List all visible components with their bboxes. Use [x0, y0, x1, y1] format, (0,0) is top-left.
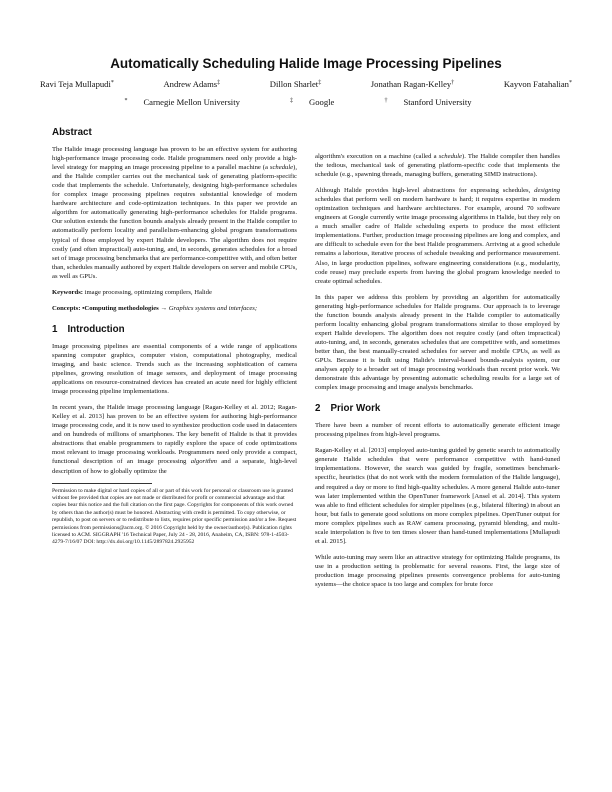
body-paragraph: In this paper we address this problem by providing an algorithm for automatically generating high-performance schedules for Halide programs. Our approach is to leverage the function bounds analysis already present in the Halide compiler to automatically perform locality enhancing global program transformations similar to those employed by expert Halide developers. The algorithm does not require costly (and often impractical) auto-tuning, and, in seconds, generates schedules that are competitive with, and sometimes better than, the best manually-created schedules for server and mobile CPUs, as well as GPUs. Because it is built using Halide's interval-based bounds-analysis system, our analyses apply to a broader set of image processing workloads than recent prior work. We demonstrate this advantage by presenting automatic scheduling results for a large set of complex image processing and image analysis benchmarks.	[315, 293, 560, 392]
copyright-footnote: Permission to make digital or hard copies of all or part of this work for personal or classroom use is granted without fee provided that copies are not made or distributed for profit or commercial advantage and that copies bear this notice and the full citation on the first page. Copyrights for components of this work owned by others than the author(s) must be honored. Abstracting with credit is permitted. To copy otherwise, or republish, to post on servers or to redistribute to lists, requires prior specific permission and/or a fee. Request permissions from permissions@acm.org. © 2016 Copyright held by the owner/author(s). Publication rights licensed to ACM. SIGGRAPH '16 Technical Paper, July 24 - 28, 2016, Anaheim, CA, ISBN: 978-1-4503-4279-7/16/07 DOI: http://dx.doi.org/10.1145/2897824.2925952	[52, 487, 297, 546]
body-paragraph: Ragan-Kelley et al. [2013] employed auto-tuning guided by genetic search to automatically generate Halide schedules that were performance competitive with hand-tuned implementations. However, the search was guided by fragile, sometimes benchmark-specific, heuristics (that do not work with the modern formulation of the Halide language), and required a day or more to find high-quality schedules. A more general Halide auto-tuner was later implemented within the OpenTuner framework [Ansel et al. 2014]. This system was able to find efficient schedules for simpler pipelines (e.g., bilateral filtering) in about an hour, but fails to generate good solutions on more complex pipelines. OpenTuner output for more complex pipelines such as RAW camera processing, pyramid blending, and multi-scale interpolation is five to ten times slower than hand-tuned implementations [Mullapudi et al. 2015].	[315, 447, 560, 545]
body-paragraph: Although Halide provides high-level abstractions for expressing schedules, designing schedules that perform well on modern hardware is hard; it requires expertise in modern optimization techniques and hardware architectures. For example, around 70 software engineers at Google currently write image processing algorithms in Halide, but they rely on a much smaller cadre of Halide scheduling experts to produce the most efficient implementations. Further, production image processing pipelines are long and complex, and are difficult to schedule even for the best Halide programmers. Arriving at a good schedule remains a laborious, iterative process of schedule tweaking and performance measurement. Also, in large production pipelines, software engineering considerations (e.g., modularity, code reuse) may preclude experts from having the global program knowledge needed to create optimal schedules.	[315, 187, 560, 285]
author: Andrew Adams‡	[163, 79, 221, 89]
intro-paragraph: In recent years, the Halide image processing language [Ragan-Kelley et al. 2012; Ragan-Kelley et al. 2013] has proven to be an effective system for authoring high-performance image processing code, and it is now used to synthesize production code used in datacenters and on hundreds of millions of smartphones. The key benefit of Halide is that it provides abstractions that enable programmers to rapidly explore the space of code optimizations most relevant to image processing workloads. Programmers need only provide a compact, functional description of an image processing algorithm and a separate, high-level description of how to globally optimize the	[52, 404, 297, 475]
affiliation: ‡ Google	[290, 97, 335, 107]
body-paragraph: While auto-tuning may seem like an attractive strategy for optimizing Halide programs, its use in a production setting is problematic for several reasons. First, the large size of production image processing pipelines presents convergence problems for auto-tuning systems—the choice space is too large and complex for brute force	[315, 553, 560, 588]
affiliation: * Carnegie Mellon University	[124, 97, 240, 107]
affiliation: † Stanford University	[384, 97, 472, 107]
section-heading-prior-work: 2 Prior Work	[315, 403, 381, 415]
author: Kayvon Fatahalian*	[503, 79, 572, 89]
footnote-divider	[52, 483, 152, 484]
body-paragraph: algorithm's execution on a machine (called a schedule). The Halide compiler then handles the tedious, mechanical task of generating platform-specific code that implements the schedule (e.g., spawning threads, managing buffers, generating SIMD instructions).	[315, 153, 560, 179]
paper-title: Automatically Scheduling Halide Image Processing Pipelines	[110, 56, 502, 71]
affiliation-list	[0, 97, 612, 107]
body-paragraph: There have been a number of recent efforts to automatically generate efficient image processing pipelines from high-level programs.	[315, 422, 560, 439]
abstract-paragraph: The Halide image processing language has proven to be an effective system for authoring high-performance image processing code. Halide programmers need only provide a high-level strategy for mapping an image processing pipeline to a parallel machine (a schedule), and the Halide compiler carries out the mechanical task of generating platform-specific code that implements the schedule. Unfortunately, designing high-performance schedules for complex image processing pipelines requires substantial knowledge of modern hardware architecture and code-optimization techniques. In this paper we provide an algorithm for automatically generating high-performance schedules for Halide programs. Our solution extends the function bounds analysis already present in the Halide compiler to automatically perform locality and parallelism-enhancing global program transformations typical of those employed by expert Halide developers. The algorithm does not require costly (and often impractical) auto-tuning, and, in seconds, generates schedules for a broad set of image processing benchmarks that are performance-competitive with, and often better than, schedules manually authored by expert Halide developers on server and mobile CPUs, as well as GPUs.	[52, 146, 297, 280]
author-list	[40, 79, 572, 89]
abstract-heading: Abstract	[52, 127, 92, 138]
left-column	[52, 128, 297, 547]
keywords: Keywords: image processing, optimizing compilers, Halide	[52, 288, 212, 296]
right-column	[315, 152, 560, 596]
author: Dillon Sharlet‡	[269, 79, 322, 89]
author: Ravi Teja Mullapudi*	[40, 79, 114, 89]
intro-paragraph: Image processing pipelines are essential components of a wide range of applications spanning computer graphics, computer vision, computational photography, medical imaging, and basic science. Trends such as the increasing sophistication of camera pipelines, growing resolution of image sensors, and deployment of image processing applications on resource-constrained devices has created an acute need for highly efficient image processing pipeline implementations.	[52, 342, 297, 396]
concepts: Concepts: •Computing methodologies → Graphics systems and interfaces;	[52, 304, 258, 312]
author: Jonathan Ragan-Kelley†	[370, 79, 455, 89]
section-heading-introduction: 1 Introduction	[52, 323, 125, 335]
